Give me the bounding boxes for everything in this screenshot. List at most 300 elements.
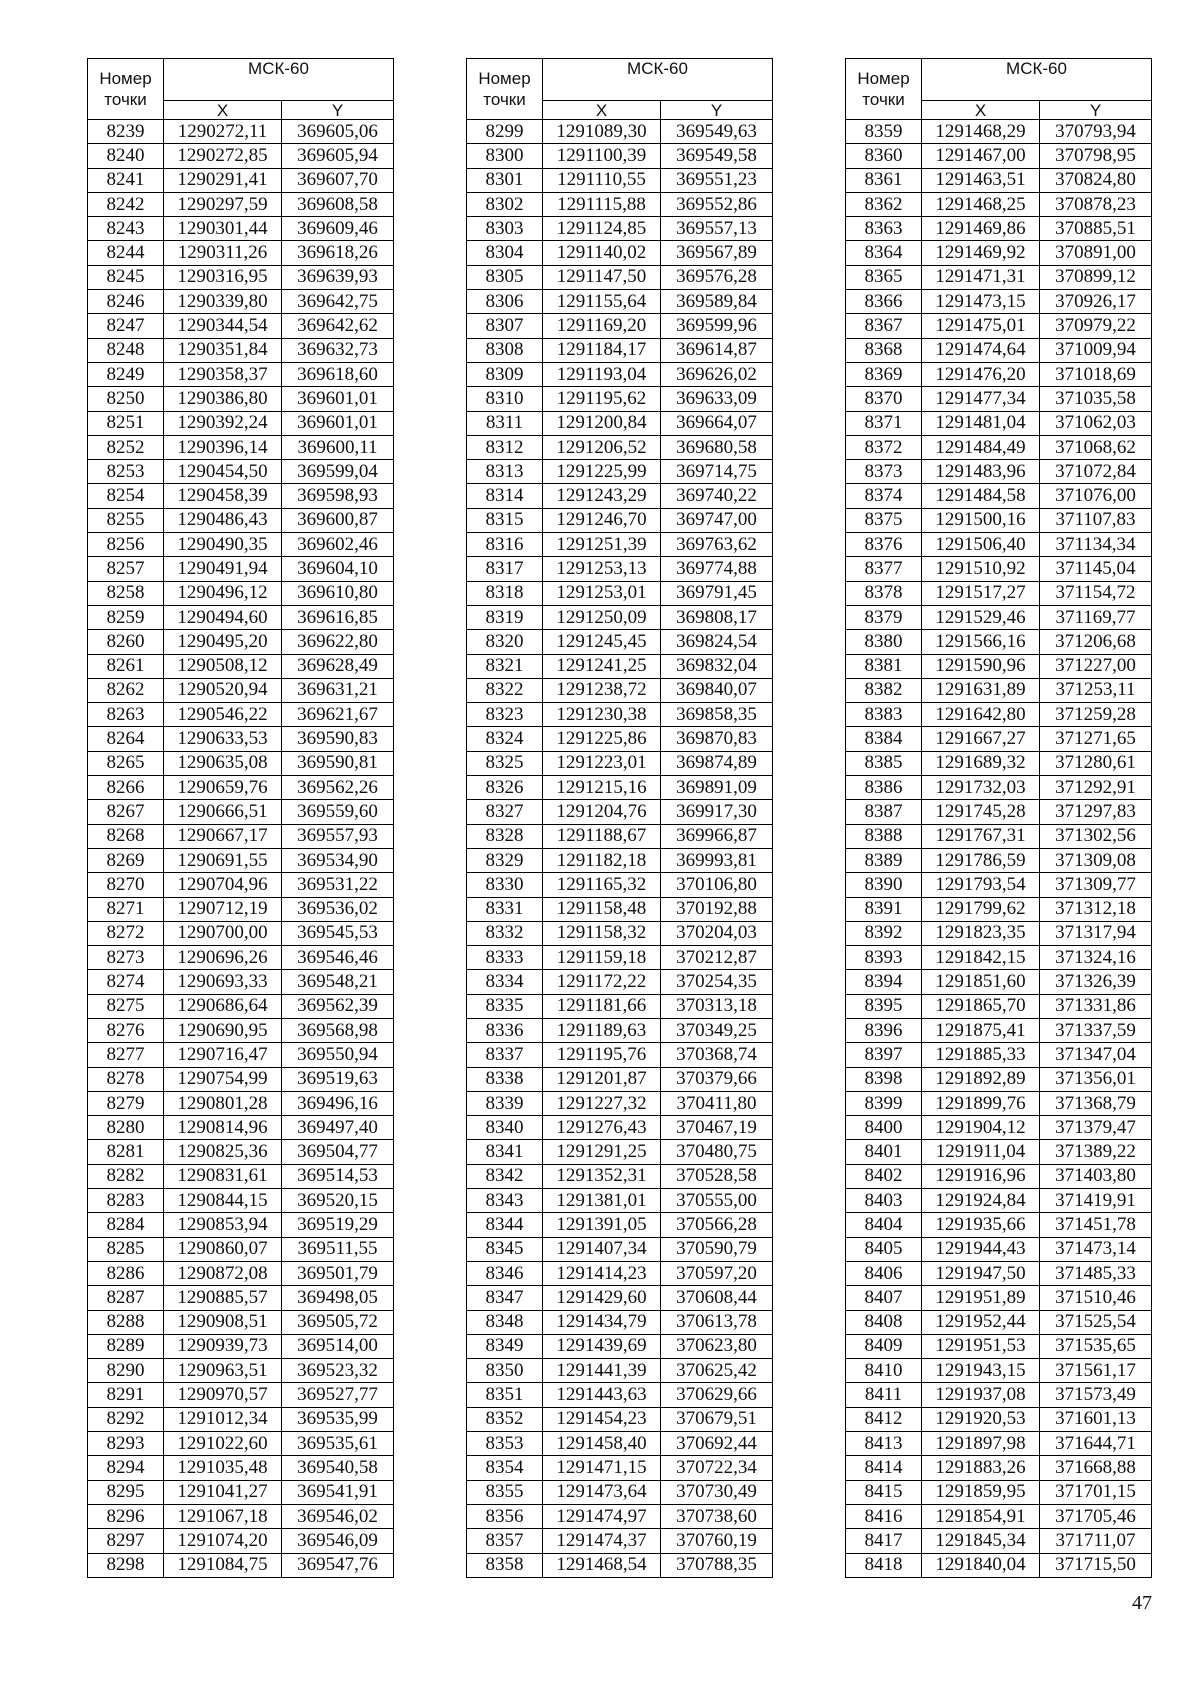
y-coordinate-cell: 369540,58 [282,1456,394,1480]
table-row [467,824,773,848]
y-coordinate-cell: 370528,58 [661,1164,773,1188]
point-number-cell: 8406 [846,1261,922,1285]
y-coordinate-cell: 370379,66 [661,1067,773,1091]
point-number-cell: 8409 [846,1334,922,1358]
point-number-cell: 8241 [88,168,164,192]
point-number-cell: 8247 [88,314,164,338]
point-number-cell: 8371 [846,411,922,435]
x-coordinate-cell: 1291474,37 [543,1529,661,1553]
y-coordinate-cell: 369633,09 [661,387,773,411]
page-number: 47 [1132,1592,1152,1614]
table-row [846,1359,1152,1383]
point-number-cell: 8360 [846,144,922,168]
y-coordinate-cell: 369598,93 [282,484,394,508]
y-coordinate-cell: 370613,78 [661,1310,773,1334]
table-row [467,1504,773,1528]
point-number-cell: 8313 [467,460,543,484]
x-coordinate-cell: 1291439,69 [543,1334,661,1358]
y-coordinate-cell: 369567,89 [661,241,773,265]
table-row [467,533,773,557]
point-number-cell: 8382 [846,678,922,702]
x-coordinate-cell: 1291471,31 [922,265,1040,289]
point-number-cell: 8312 [467,435,543,459]
point-number-cell: 8358 [467,1553,543,1577]
point-number-cell: 8249 [88,362,164,386]
x-coordinate-cell: 1291188,67 [543,824,661,848]
x-coordinate-cell: 1291172,22 [543,970,661,994]
point-number-cell: 8355 [467,1480,543,1504]
x-coordinate-cell: 1291227,32 [543,1091,661,1115]
table-row [846,1067,1152,1091]
point-number-cell: 8403 [846,1189,922,1213]
point-number-cell: 8411 [846,1383,922,1407]
point-number-cell: 8324 [467,727,543,751]
y-coordinate-cell: 371309,77 [1040,873,1152,897]
point-number-cell: 8354 [467,1456,543,1480]
point-number-cell: 8348 [467,1310,543,1334]
y-header: Y [661,101,773,120]
y-coordinate-cell: 371309,08 [1040,848,1152,872]
y-coordinate-cell: 371009,94 [1040,338,1152,362]
y-coordinate-cell: 369536,02 [282,897,394,921]
table-row [846,1237,1152,1261]
table-row [846,800,1152,824]
x-coordinate-cell: 1291206,52 [543,435,661,459]
table-row [467,800,773,824]
point-number-cell: 8350 [467,1359,543,1383]
y-coordinate-cell: 371134,34 [1040,533,1152,557]
point-number-cell: 8250 [88,387,164,411]
point-number-cell: 8351 [467,1383,543,1407]
point-number-cell: 8340 [467,1116,543,1140]
point-number-cell: 8296 [88,1504,164,1528]
y-coordinate-cell: 370623,80 [661,1334,773,1358]
x-coordinate-cell: 1291200,84 [543,411,661,435]
x-coordinate-cell: 1291924,84 [922,1189,1040,1213]
y-coordinate-cell: 370793,94 [1040,120,1152,144]
y-coordinate-cell: 371561,17 [1040,1359,1152,1383]
table-body [467,120,773,1578]
y-coordinate-cell: 371389,22 [1040,1140,1152,1164]
table-row [467,946,773,970]
x-coordinate-cell: 1291458,40 [543,1432,661,1456]
point-number-cell: 8331 [467,897,543,921]
table-row [846,144,1152,168]
table-row [846,1553,1152,1577]
point-number-cell: 8267 [88,800,164,824]
x-coordinate-cell: 1291469,92 [922,241,1040,265]
y-coordinate-cell: 371317,94 [1040,921,1152,945]
x-coordinate-cell: 1291407,34 [543,1237,661,1261]
y-coordinate-cell: 371473,14 [1040,1237,1152,1261]
table-row [467,581,773,605]
y-coordinate-cell: 369604,10 [282,557,394,581]
y-coordinate-cell: 369576,28 [661,265,773,289]
point-number-cell: 8295 [88,1480,164,1504]
point-number-cell: 8395 [846,994,922,1018]
table-row [467,411,773,435]
y-coordinate-cell: 371668,88 [1040,1456,1152,1480]
table-row [846,1213,1152,1237]
table-row [846,1091,1152,1115]
table-row [846,994,1152,1018]
y-coordinate-cell: 371525,54 [1040,1310,1152,1334]
y-coordinate-cell: 371062,03 [1040,411,1152,435]
point-number-cell: 8369 [846,362,922,386]
point-number-cell: 8347 [467,1286,543,1310]
y-coordinate-cell: 370692,44 [661,1432,773,1456]
point-number-cell: 8415 [846,1480,922,1504]
y-coordinate-cell: 369557,93 [282,824,394,848]
x-coordinate-cell: 1291468,29 [922,120,1040,144]
table-row [467,387,773,411]
point-number-cell: 8372 [846,435,922,459]
y-coordinate-cell: 369618,26 [282,241,394,265]
x-coordinate-cell: 1291241,25 [543,654,661,678]
point-number-cell: 8301 [467,168,543,192]
y-coordinate-cell: 369589,84 [661,290,773,314]
point-number-cell: 8375 [846,508,922,532]
table-row [467,314,773,338]
x-coordinate-cell: 1290659,76 [164,776,282,800]
x-coordinate-cell: 1291474,97 [543,1504,661,1528]
point-number-cell: 8361 [846,168,922,192]
point-number-cell: 8364 [846,241,922,265]
table-row [88,581,394,605]
point-number-cell: 8333 [467,946,543,970]
table-row [846,1504,1152,1528]
table-row [846,411,1152,435]
point-number-cell: 8363 [846,217,922,241]
point-number-cell: 8287 [88,1286,164,1310]
point-number-cell: 8342 [467,1164,543,1188]
x-coordinate-cell: 1291201,87 [543,1067,661,1091]
x-coordinate-cell: 1291195,76 [543,1043,661,1067]
table-row [846,1189,1152,1213]
table-row [846,314,1152,338]
point-number-cell: 8359 [846,120,922,144]
y-coordinate-cell: 371227,00 [1040,654,1152,678]
x-coordinate-cell: 1291951,89 [922,1286,1040,1310]
x-coordinate-cell: 1291067,18 [164,1504,282,1528]
y-coordinate-cell: 369546,02 [282,1504,394,1528]
y-coordinate-cell: 369548,21 [282,970,394,994]
point-number-cell: 8345 [467,1237,543,1261]
table-row [846,776,1152,800]
y-coordinate-cell: 370885,51 [1040,217,1152,241]
x-coordinate-cell: 1291911,04 [922,1140,1040,1164]
y-coordinate-cell: 369616,85 [282,605,394,629]
table-row [88,314,394,338]
x-coordinate-cell: 1291667,27 [922,727,1040,751]
table-row [846,946,1152,970]
x-coordinate-cell: 1291468,25 [922,192,1040,216]
y-coordinate-cell: 369601,01 [282,387,394,411]
x-coordinate-cell: 1290667,17 [164,824,282,848]
x-coordinate-cell: 1291476,20 [922,362,1040,386]
table-row [88,1140,394,1164]
point-number-cell: 8414 [846,1456,922,1480]
point-number-header: Номер точки [88,59,164,120]
table-row [88,873,394,897]
x-coordinate-cell: 1291225,99 [543,460,661,484]
x-coordinate-cell: 1290853,94 [164,1213,282,1237]
y-coordinate-cell: 369832,04 [661,654,773,678]
table-row [467,1067,773,1091]
y-coordinate-cell: 369642,75 [282,290,394,314]
x-coordinate-cell: 1291500,16 [922,508,1040,532]
table-row [846,1383,1152,1407]
y-coordinate-cell: 370254,35 [661,970,773,994]
x-coordinate-cell: 1291767,31 [922,824,1040,848]
y-coordinate-cell: 369545,53 [282,921,394,945]
point-number-cell: 8325 [467,751,543,775]
y-coordinate-cell: 369610,80 [282,581,394,605]
y-coordinate-cell: 369562,39 [282,994,394,1018]
x-header: X [922,101,1040,120]
x-coordinate-cell: 1291250,09 [543,605,661,629]
x-coordinate-cell: 1291253,13 [543,557,661,581]
point-number-cell: 8416 [846,1504,922,1528]
x-coordinate-cell: 1291225,86 [543,727,661,751]
point-number-cell: 8349 [467,1334,543,1358]
table-row [467,435,773,459]
x-coordinate-cell: 1290490,35 [164,533,282,557]
table-row [88,411,394,435]
table-row [846,1018,1152,1042]
point-number-cell: 8271 [88,897,164,921]
x-coordinate-cell: 1291184,17 [543,338,661,362]
point-number-cell: 8278 [88,1067,164,1091]
y-coordinate-cell: 370204,03 [661,921,773,945]
point-number-cell: 8316 [467,533,543,557]
table-row [846,1334,1152,1358]
point-number-cell: 8293 [88,1432,164,1456]
x-coordinate-cell: 1291631,89 [922,678,1040,702]
x-coordinate-cell: 1290316,95 [164,265,282,289]
x-coordinate-cell: 1291246,70 [543,508,661,532]
table-row [88,1237,394,1261]
x-coordinate-cell: 1290386,80 [164,387,282,411]
point-number-cell: 8329 [467,848,543,872]
y-coordinate-cell: 369541,91 [282,1480,394,1504]
x-coordinate-cell: 1291468,54 [543,1553,661,1577]
x-coordinate-cell: 1291475,01 [922,314,1040,338]
y-coordinate-cell: 369527,77 [282,1383,394,1407]
table-row [467,727,773,751]
point-number-cell: 8323 [467,703,543,727]
table-row [88,1261,394,1285]
point-number-cell: 8353 [467,1432,543,1456]
x-coordinate-cell: 1291243,29 [543,484,661,508]
y-coordinate-cell: 371573,49 [1040,1383,1152,1407]
y-coordinate-cell: 370106,80 [661,873,773,897]
table-row [846,1043,1152,1067]
point-number-cell: 8300 [467,144,543,168]
point-number-cell: 8410 [846,1359,922,1383]
table-row [88,168,394,192]
table-body [846,120,1152,1578]
table-row [846,557,1152,581]
x-coordinate-cell: 1290520,94 [164,678,282,702]
table-row [88,1286,394,1310]
table-row [88,460,394,484]
table-row [88,1310,394,1334]
point-number-cell: 8387 [846,800,922,824]
y-coordinate-cell: 371715,50 [1040,1553,1152,1577]
point-number-cell: 8315 [467,508,543,532]
y-coordinate-cell: 370899,12 [1040,265,1152,289]
table-row [846,192,1152,216]
table-row [88,921,394,945]
x-coordinate-cell: 1291859,95 [922,1480,1040,1504]
table-row [88,192,394,216]
x-coordinate-cell: 1291110,55 [543,168,661,192]
x-coordinate-cell: 1291786,59 [922,848,1040,872]
table-row [88,727,394,751]
table-row [846,824,1152,848]
x-coordinate-cell: 1290297,59 [164,192,282,216]
table-row [467,1140,773,1164]
y-coordinate-cell: 369496,16 [282,1091,394,1115]
table-row [88,630,394,654]
table-row [88,1213,394,1237]
table-row [467,1164,773,1188]
table-row [88,1067,394,1091]
point-number-cell: 8290 [88,1359,164,1383]
table-row [467,1237,773,1261]
x-coordinate-cell: 1290358,37 [164,362,282,386]
x-coordinate-cell: 1290339,80 [164,290,282,314]
point-number-cell: 8291 [88,1383,164,1407]
x-coordinate-cell: 1290825,36 [164,1140,282,1164]
table-row [88,338,394,362]
point-number-cell: 8308 [467,338,543,362]
y-coordinate-cell: 370368,74 [661,1043,773,1067]
table-row [846,1480,1152,1504]
x-coordinate-cell: 1290885,57 [164,1286,282,1310]
point-number-cell: 8338 [467,1067,543,1091]
point-number-cell: 8390 [846,873,922,897]
y-coordinate-cell: 370625,42 [661,1359,773,1383]
point-number-cell: 8326 [467,776,543,800]
table-row [88,435,394,459]
x-coordinate-cell: 1290754,99 [164,1067,282,1091]
x-coordinate-cell: 1291510,92 [922,557,1040,581]
x-coordinate-cell: 1291012,34 [164,1407,282,1431]
x-coordinate-cell: 1291467,00 [922,144,1040,168]
table-row [88,800,394,824]
table-row [88,1383,394,1407]
table-row [88,484,394,508]
x-coordinate-cell: 1291851,60 [922,970,1040,994]
x-coordinate-cell: 1291935,66 [922,1213,1040,1237]
table-row [467,362,773,386]
y-coordinate-cell: 371035,58 [1040,387,1152,411]
y-coordinate-cell: 369501,79 [282,1261,394,1285]
x-coordinate-cell: 1291883,26 [922,1456,1040,1480]
x-coordinate-cell: 1290396,14 [164,435,282,459]
table-row [88,557,394,581]
point-number-cell: 8398 [846,1067,922,1091]
x-coordinate-cell: 1291159,18 [543,946,661,970]
y-coordinate-cell: 369763,62 [661,533,773,557]
y-coordinate-cell: 369774,88 [661,557,773,581]
y-coordinate-cell: 369993,81 [661,848,773,872]
table-row [88,824,394,848]
x-coordinate-cell: 1291566,16 [922,630,1040,654]
x-coordinate-cell: 1291352,31 [543,1164,661,1188]
x-coordinate-cell: 1291517,27 [922,581,1040,605]
y-coordinate-cell: 371302,56 [1040,824,1152,848]
point-number-cell: 8251 [88,411,164,435]
table-row [467,703,773,727]
x-coordinate-cell: 1291381,01 [543,1189,661,1213]
coordinate-system-header: МСК-60 [922,59,1152,101]
x-coordinate-cell: 1290686,64 [164,994,282,1018]
x-coordinate-cell: 1291193,04 [543,362,661,386]
table-row [846,508,1152,532]
y-coordinate-cell: 369557,13 [661,217,773,241]
table-row [88,1043,394,1067]
x-coordinate-cell: 1290546,22 [164,703,282,727]
table-row [846,290,1152,314]
table-row [88,654,394,678]
point-number-cell: 8263 [88,703,164,727]
x-coordinate-cell: 1291181,66 [543,994,661,1018]
y-coordinate-cell: 369514,53 [282,1164,394,1188]
point-number-cell: 8339 [467,1091,543,1115]
x-coordinate-cell: 1291484,58 [922,484,1040,508]
y-coordinate-cell: 370192,88 [661,897,773,921]
x-coordinate-cell: 1291473,64 [543,1480,661,1504]
x-coordinate-cell: 1290844,15 [164,1189,282,1213]
y-coordinate-cell: 370411,80 [661,1091,773,1115]
coordinate-table-2 [466,58,773,1578]
y-coordinate-cell: 370788,35 [661,1553,773,1577]
table-row [467,168,773,192]
y-coordinate-cell: 369608,58 [282,192,394,216]
x-coordinate-cell: 1291115,88 [543,192,661,216]
point-number-cell: 8302 [467,192,543,216]
table-row [88,1456,394,1480]
y-coordinate-cell: 369546,46 [282,946,394,970]
x-coordinate-cell: 1291937,08 [922,1383,1040,1407]
table-row [467,1359,773,1383]
y-coordinate-cell: 369607,70 [282,168,394,192]
point-number-cell: 8289 [88,1334,164,1358]
table-row [467,1018,773,1042]
point-number-cell: 8377 [846,557,922,581]
table-row [467,897,773,921]
y-coordinate-cell: 371297,83 [1040,800,1152,824]
point-number-cell: 8318 [467,581,543,605]
point-number-cell: 8381 [846,654,922,678]
point-number-cell: 8270 [88,873,164,897]
y-coordinate-cell: 369590,83 [282,727,394,751]
point-number-cell: 8383 [846,703,922,727]
x-coordinate-cell: 1291865,70 [922,994,1040,1018]
y-coordinate-cell: 371280,61 [1040,751,1152,775]
point-number-cell: 8330 [467,873,543,897]
y-coordinate-cell: 370878,23 [1040,192,1152,216]
y-coordinate-cell: 370590,79 [661,1237,773,1261]
table-row [467,1091,773,1115]
table-row [846,727,1152,751]
point-number-cell: 8284 [88,1213,164,1237]
x-header: X [164,101,282,120]
table-row [88,241,394,265]
